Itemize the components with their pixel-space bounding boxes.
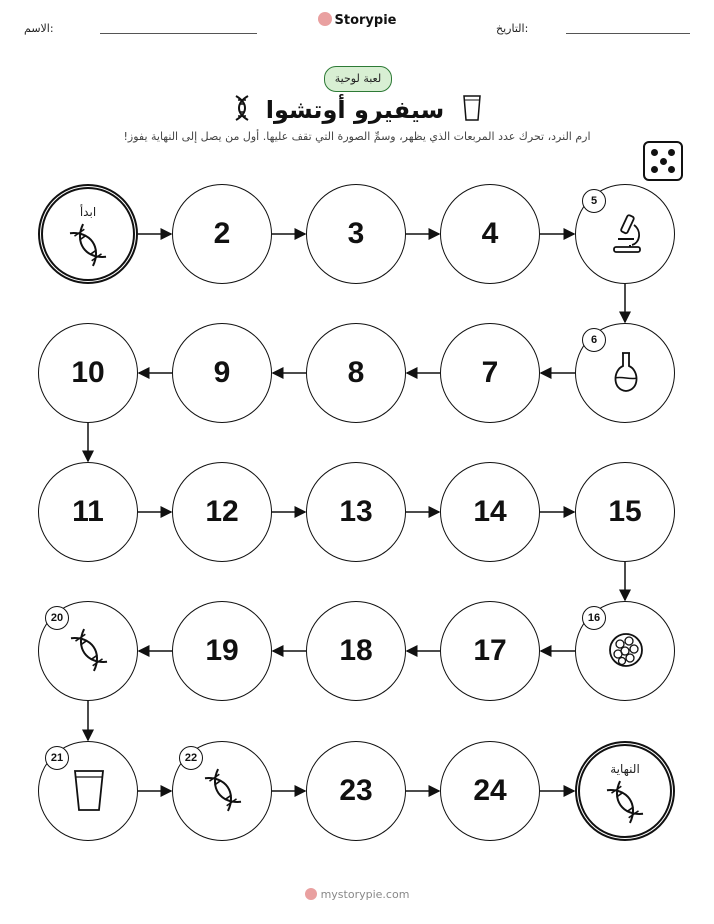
square-number: 9 (213, 356, 231, 389)
square-number: 4 (481, 217, 499, 250)
square-number: 15 (608, 495, 642, 528)
square-number: 3 (347, 217, 365, 250)
board-square-12[interactable] (172, 462, 272, 562)
square-number-badge: 6 (582, 328, 606, 352)
square-number: 11 (72, 495, 104, 528)
square-number-badge: 16 (582, 606, 606, 630)
dna-icon (69, 628, 109, 672)
date-label: التاريخ: (496, 22, 529, 35)
finish-label: النهاية (610, 762, 640, 776)
square-number: 14 (473, 495, 507, 528)
board-square-20[interactable] (38, 601, 138, 701)
microscope-icon (606, 211, 646, 255)
square-number: 18 (339, 634, 373, 667)
square-number: 17 (473, 634, 507, 667)
board-square-19[interactable] (172, 601, 272, 701)
dna-icon (605, 780, 645, 824)
board-square-25[interactable] (575, 741, 675, 841)
dna-icon (203, 768, 243, 812)
board-square-10[interactable] (38, 323, 138, 423)
square-number-badge: 5 (582, 189, 606, 213)
flask-icon (606, 350, 646, 394)
board-square-3[interactable] (306, 184, 406, 284)
square-number-badge: 22 (179, 746, 203, 770)
square-number: 8 (347, 356, 365, 389)
name-label: الاسم: (24, 22, 54, 35)
square-number-badge: 21 (45, 746, 69, 770)
board-square-23[interactable] (306, 741, 406, 841)
board-square-2[interactable] (172, 184, 272, 284)
board-square-1[interactable] (38, 184, 138, 284)
board-square-8[interactable] (306, 323, 406, 423)
footer-bear-icon (305, 888, 317, 900)
board-square-4[interactable] (440, 184, 540, 284)
square-number: 10 (71, 356, 105, 389)
dna-icon (68, 223, 108, 267)
brand-name: Storypie (334, 13, 397, 28)
square-number: 7 (481, 356, 499, 389)
start-label: ابدأ (79, 205, 97, 219)
square-number: 19 (205, 634, 239, 667)
square-number: 23 (339, 774, 373, 807)
square-number-badge: 20 (45, 606, 69, 630)
glass-icon (69, 768, 109, 812)
board-square-11[interactable] (38, 462, 138, 562)
board-square-24[interactable] (440, 741, 540, 841)
board-square-17[interactable] (440, 601, 540, 701)
board-square-15[interactable] (575, 462, 675, 562)
board-square-22[interactable] (172, 741, 272, 841)
instructions: ارم النرد، تحرك عدد المربعات الذي يظهر، وسمِّ الصورة التي تقف عليها. أول من يصل إلى النهاية يفوز! (123, 130, 591, 143)
square-number: 12 (205, 495, 239, 528)
footer (0, 888, 714, 901)
board-square-6[interactable] (575, 323, 675, 423)
board-square-21[interactable] (38, 741, 138, 841)
cell-cluster-icon (606, 628, 646, 672)
game-type-badge: لعبة لوحية (324, 66, 392, 92)
square-number: 24 (473, 774, 507, 807)
board-square-9[interactable] (172, 323, 272, 423)
board-square-13[interactable] (306, 462, 406, 562)
board-square-18[interactable] (306, 601, 406, 701)
title-text: سيفيرو أوتشوا (265, 96, 445, 124)
board-square-14[interactable] (440, 462, 540, 562)
footer-url: mystorypie.com (320, 888, 410, 901)
square-number: 2 (213, 217, 231, 250)
board-square-5[interactable] (575, 184, 675, 284)
square-number: 13 (339, 495, 373, 528)
board-square-16[interactable] (575, 601, 675, 701)
board-square-7[interactable] (440, 323, 540, 423)
